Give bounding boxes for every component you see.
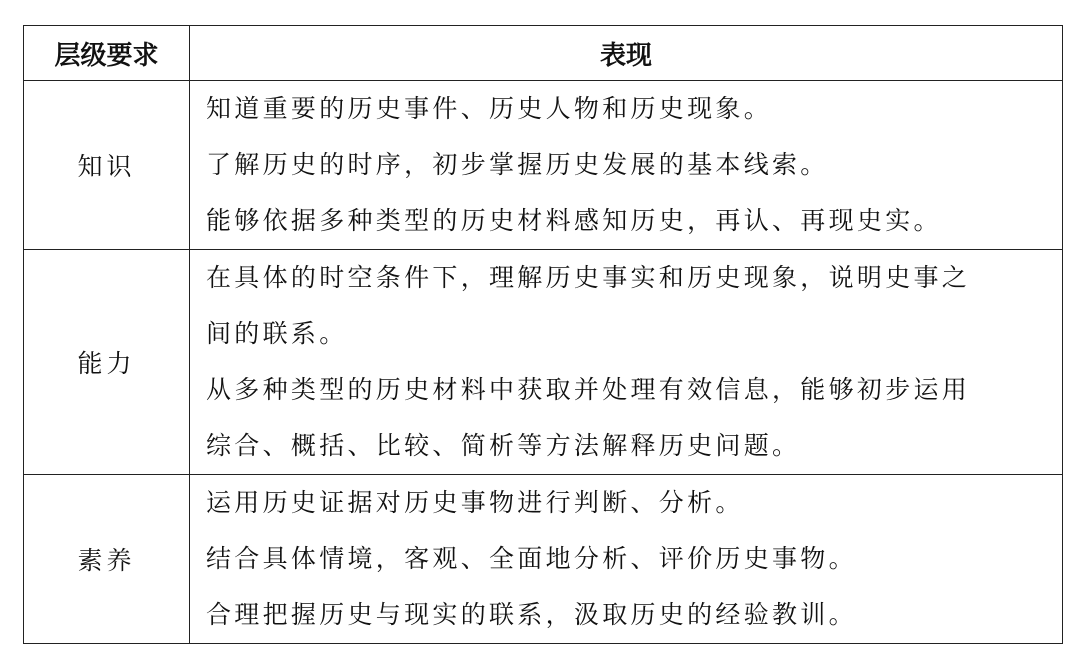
performance-cell [190, 475, 1063, 644]
performance-line: 运用历史证据对历史事物进行判断、分析。 [206, 488, 744, 517]
performance-line: 在具体的时空条件下，理解历史事实和历史现象，说明史事之 [206, 263, 971, 292]
performance-line: 知道重要的历史事件、历史人物和历史现象。 [206, 94, 773, 123]
level-cell: 素养 [24, 475, 190, 644]
table-header-row [24, 26, 1063, 81]
performance-line: 综合、概括、比较、简析等方法解释历史问题。 [206, 431, 801, 460]
performance-line: 能够依据多种类型的历史材料感知历史，再认、再现史实。 [206, 206, 942, 235]
performance-line: 结合具体情境，客观、全面地分析、评价历史事物。 [206, 544, 857, 573]
performance-line: 间的联系。 [206, 319, 348, 348]
header-performance: 表现 [190, 26, 1063, 81]
performance-cell [190, 81, 1063, 250]
table-row-literacy [24, 475, 1063, 644]
table-row-knowledge [24, 81, 1063, 250]
requirements-table [23, 25, 1063, 644]
header-level: 层级要求 [24, 26, 190, 81]
level-cell: 知识 [24, 81, 190, 250]
performance-line: 从多种类型的历史材料中获取并处理有效信息，能够初步运用 [206, 375, 971, 404]
performance-line: 了解历史的时序，初步掌握历史发展的基本线索。 [206, 150, 829, 179]
table-row-ability [24, 250, 1063, 475]
performance-line: 合理把握历史与现实的联系，汲取历史的经验教训。 [206, 600, 857, 629]
performance-cell [190, 250, 1063, 475]
level-cell: 能力 [24, 250, 190, 475]
